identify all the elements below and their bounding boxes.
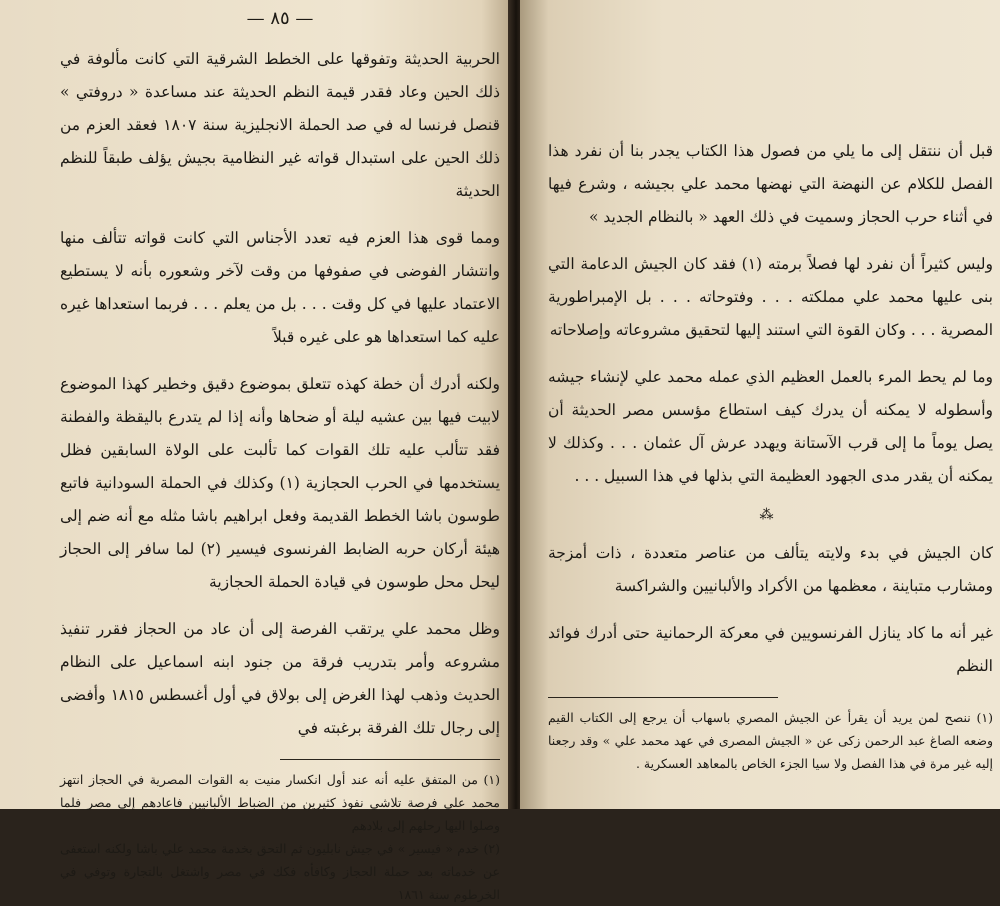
paragraph: الحربية الحديثة وتفوقها على الخطط الشرقية التي كانت مألوفة في ذلك الحين وعاد فقدر قيمة النظم الحديثة عند مساعدة « دروفتي » قنصل فرنسا له في صد الحملة الانجليزية سنة ١٨٠٧ فعقد العزم من ذلك الحين على استبدال قواته غير النظامية بجيش يؤلف طبقاً للنظم الحديثة <box>60 50 500 200</box>
paragraph: وظل محمد علي يرتقب الفرصة إلى أن عاد من الحجاز فقرر تنفيذ مشروعه وأمر بتدريب فرقة من جنود ابنه اسماعيل على النظام الحديث وذهب لهذا الغرض إلى بولاق في أول أغسطس ١٨١٥ وأفضى إلى رجال تلك الفرقة برغبته في <box>60 620 500 737</box>
paragraph: غير أنه ما كاد ينازل الفرنسويين في معركة الرحمانية حتى أدرك فوائد النظم <box>548 624 993 675</box>
paragraph: ولكنه أدرك أن خطة كهذه تتعلق بموضوع دقيق وخطير كهذا الموضوع لابيت فيها بين عشيه ليلة أو ضحاها وأنه إذا لم يتدرع باليقظة والفطنة فقد تتألب عليه تلك القوات كما تألبت على الولاة السابقين فظل يستخدمها في الحرب الحجازية (١) وكذلك في الحملة السودانية فاتبع طوسون باشا الخطط القديمة وفعل ابراهيم باشا مثله مع أنه ضم إلى هيئة أركان حربه الضابط الفرنسوى فيسير (٢) لما سافر إلى الحجاز ليحل محل طوسون في قيادة الحملة الحجازية <box>60 375 501 591</box>
paragraph: وليس كثيراً أن نفرد لها فصلاً برمته (١) فقد كان الجيش الدعامة التي بنى عليها محمد علي مملكته . . . وفتوحاته . . . بل الإمبراطورية المصرية . . . وكان القوة التي استند إليها لتحقيق مشروعاته وإصلاحاته <box>548 255 993 339</box>
left-page-content <box>60 8 500 906</box>
paragraph: وما لم يحط المرء بالعمل العظيم الذي عمله محمد علي لإنشاء جيشه وأسطوله لا يمكنه أن يدرك كيف استطاع مؤسس مصر الحديثة أن يصل يوماً ما إلى قرب الآستانة ويهدد عرش آل عثمان . . . وكذلك لا يمكنه أن يقدر مدى الجهود العظيمة التي بذلها في هذا السبيل . . . <box>548 368 993 485</box>
footnote: (٢) خدم « فيسير » في جيش نابليون ثم التحق بخدمة محمد علي باشا ولكنه استعفى عن خدماته بعد حملة الحجاز وكافأه فكك في مصر واشتغل بالتجارة وتوفي في الخرطوم سنة ١٨٦١ <box>60 841 500 902</box>
footnote: (١) من المتفق عليه أنه عند أول انكسار منيت به القوات المصرية في الحجاز انتهز محمد علي فرصة تلاشي نفوذ كثيرين من الضباط الألبانيين فاعادهم إلى مصر فلما وصلوا اليها رحلهم إلى بلادهم <box>60 772 500 833</box>
paragraph: قبل أن ننتقل إلى ما يلي من فصول هذا الكتاب يجدر بنا أن نفرد هذا الفصل للكلام عن النهضة التي نهضها محمد علي بجيشه ، وشرع فيها في أثناء حرب الحجاز وسميت في ذلك العهد « بالنظام الجديد » <box>548 142 993 226</box>
section-separator: ⁂ <box>759 507 782 523</box>
footnote-divider <box>548 697 778 698</box>
footnote: (١) ننصح لمن يريد أن يقرأ عن الجيش المصري باسهاب أن يرجع إلى الكتاب القيم وضعه الصاغ عبد الرحمن زكى عن « الجيش المصرى في عهد محمد علي » وقد رجعنا إليه غير مرة في هذا الفصل ولا سيا الجزء الخاص بالمعاهد العسكرية . <box>548 710 993 771</box>
right-page-content <box>548 135 993 775</box>
page-number: — ٨٥ — <box>246 8 314 29</box>
right-page <box>520 0 1000 809</box>
paragraph: كان الجيش في بدء ولايته يتألف من عناصر متعددة ، ذات أمزجة ومشارب متباينة ، معظمها من الأكراد والألبانيين والشراكسة <box>548 544 993 595</box>
paragraph: ومما قوى هذا العزم فيه تعدد الأجناس التي كانت قواته تتألف منها وانتشار الفوضى في صفوفها من وقت لآخر وشعوره بأنه لا يستطيع الاعتماد عليها في كل وقت . . . بل من يعلم . . . فربما استعداها غيره عليه كما استعداها هو على غيره قبلاً <box>60 229 500 346</box>
footnote-divider <box>280 759 500 760</box>
